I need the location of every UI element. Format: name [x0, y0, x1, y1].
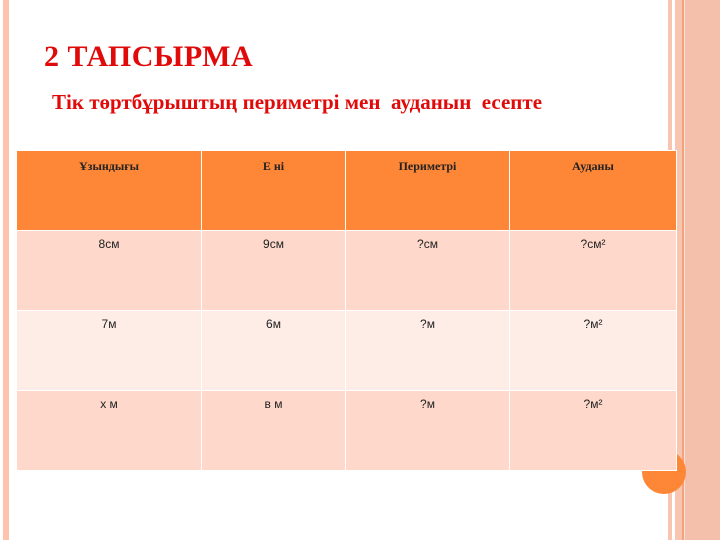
cell-length: 7м: [17, 311, 202, 391]
slide-title: 2 ТАПСЫРМА: [44, 40, 254, 73]
header-width: Е ні: [202, 151, 346, 231]
cell-width: в м: [202, 391, 346, 471]
cell-area: ?м²: [510, 311, 677, 391]
cell-width: 9см: [202, 231, 346, 311]
cell-perimeter: ?м: [346, 391, 510, 471]
header-length: Ұзындығы: [17, 151, 202, 231]
left-decorative-bar: [3, 0, 9, 540]
cell-perimeter: ?см: [346, 231, 510, 311]
cell-area: ?м²: [510, 391, 677, 471]
table-row: [17, 311, 677, 391]
cell-perimeter: ?м: [346, 311, 510, 391]
table-row: [17, 391, 677, 471]
cell-width: 6м: [202, 311, 346, 391]
cell-length: 8см: [17, 231, 202, 311]
stripe: [685, 0, 720, 540]
slide-subtitle: Тік төртбұрыштың периметрі мен ауданын есепте: [52, 90, 543, 114]
header-row: [17, 151, 677, 231]
table-row: [17, 231, 677, 311]
cell-area: ?см²: [510, 231, 677, 311]
rectangle-table: [16, 150, 677, 471]
header-perimeter: Периметрі: [346, 151, 510, 231]
header-area: Ауданы: [510, 151, 677, 231]
cell-length: х м: [17, 391, 202, 471]
